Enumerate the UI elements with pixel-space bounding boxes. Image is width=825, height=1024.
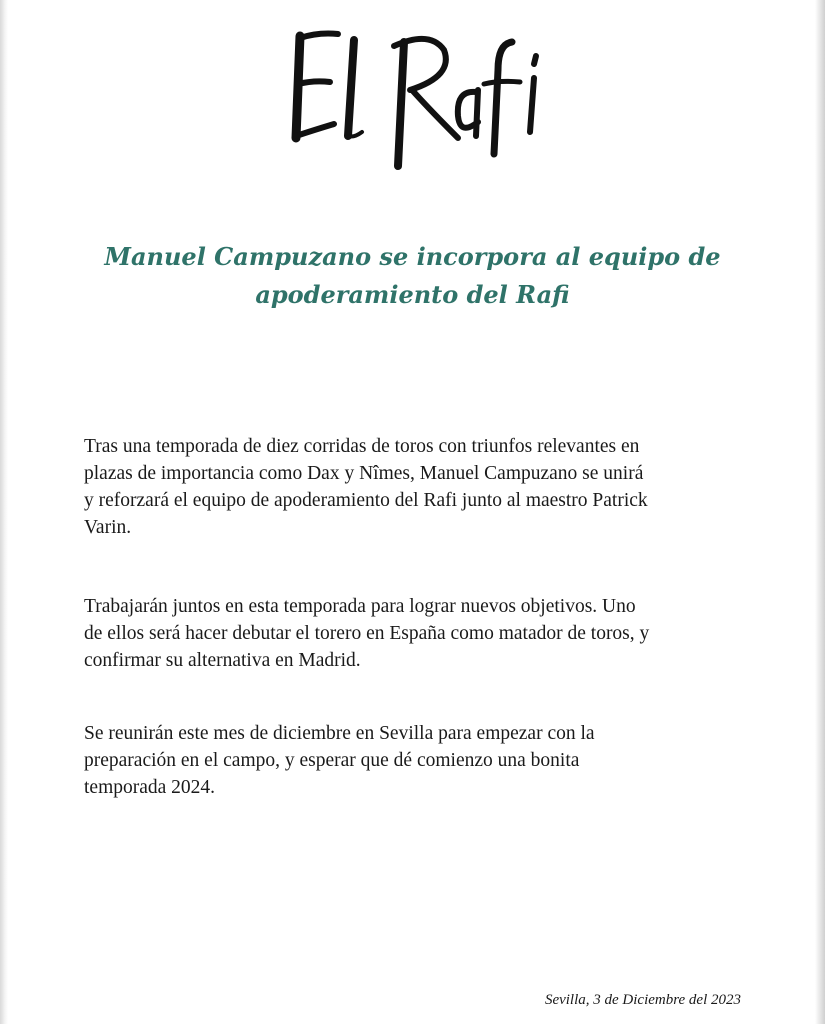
- paragraph-line: de ellos será hacer debutar el torero en España como matador de toros, y: [84, 623, 650, 644]
- paragraph-meeting-plan: [84, 720, 764, 801]
- paragraph-season-summary: [84, 433, 764, 541]
- paragraph-line: Tras una temporada de diez corridas de toros con triunfos relevantes en: [84, 436, 640, 457]
- headline-line: Manuel Campuzano se incorpora al equipo de: [104, 242, 721, 271]
- paragraph-line: plazas de importancia como Dax y Nîmes, Manuel Campuzano se unirá: [84, 463, 644, 484]
- paragraph-line: y reforzará el equipo de apoderamiento del Rafi junto al maestro Patrick: [84, 490, 648, 511]
- paragraph-objectives: [84, 593, 764, 674]
- el-rafi-logo: [280, 20, 550, 180]
- headline-line: apoderamiento del Rafi: [255, 280, 570, 309]
- page-edge-shadow-left: [0, 0, 8, 1024]
- paragraph-line: Trabajarán juntos en esta temporada para lograr nuevos objetivos. Uno: [84, 596, 636, 617]
- paragraph-line: confirmar su alternativa en Madrid.: [84, 650, 361, 671]
- paragraph-line: preparación en el campo, y esperar que dé comienzo una bonita: [84, 750, 580, 771]
- paragraph-line: temporada 2024.: [84, 777, 216, 798]
- paragraph-line: Varin.: [84, 517, 132, 538]
- press-release-headline: [60, 238, 765, 314]
- page-edge-shadow-right: [815, 0, 825, 1024]
- paragraph-line: Se reunirán este mes de diciembre en Sevilla para empezar con la: [84, 723, 595, 744]
- dateline: Sevilla, 3 de Diciembre del 2023: [544, 992, 741, 1008]
- el-rafi-logo-graphic: [280, 20, 550, 180]
